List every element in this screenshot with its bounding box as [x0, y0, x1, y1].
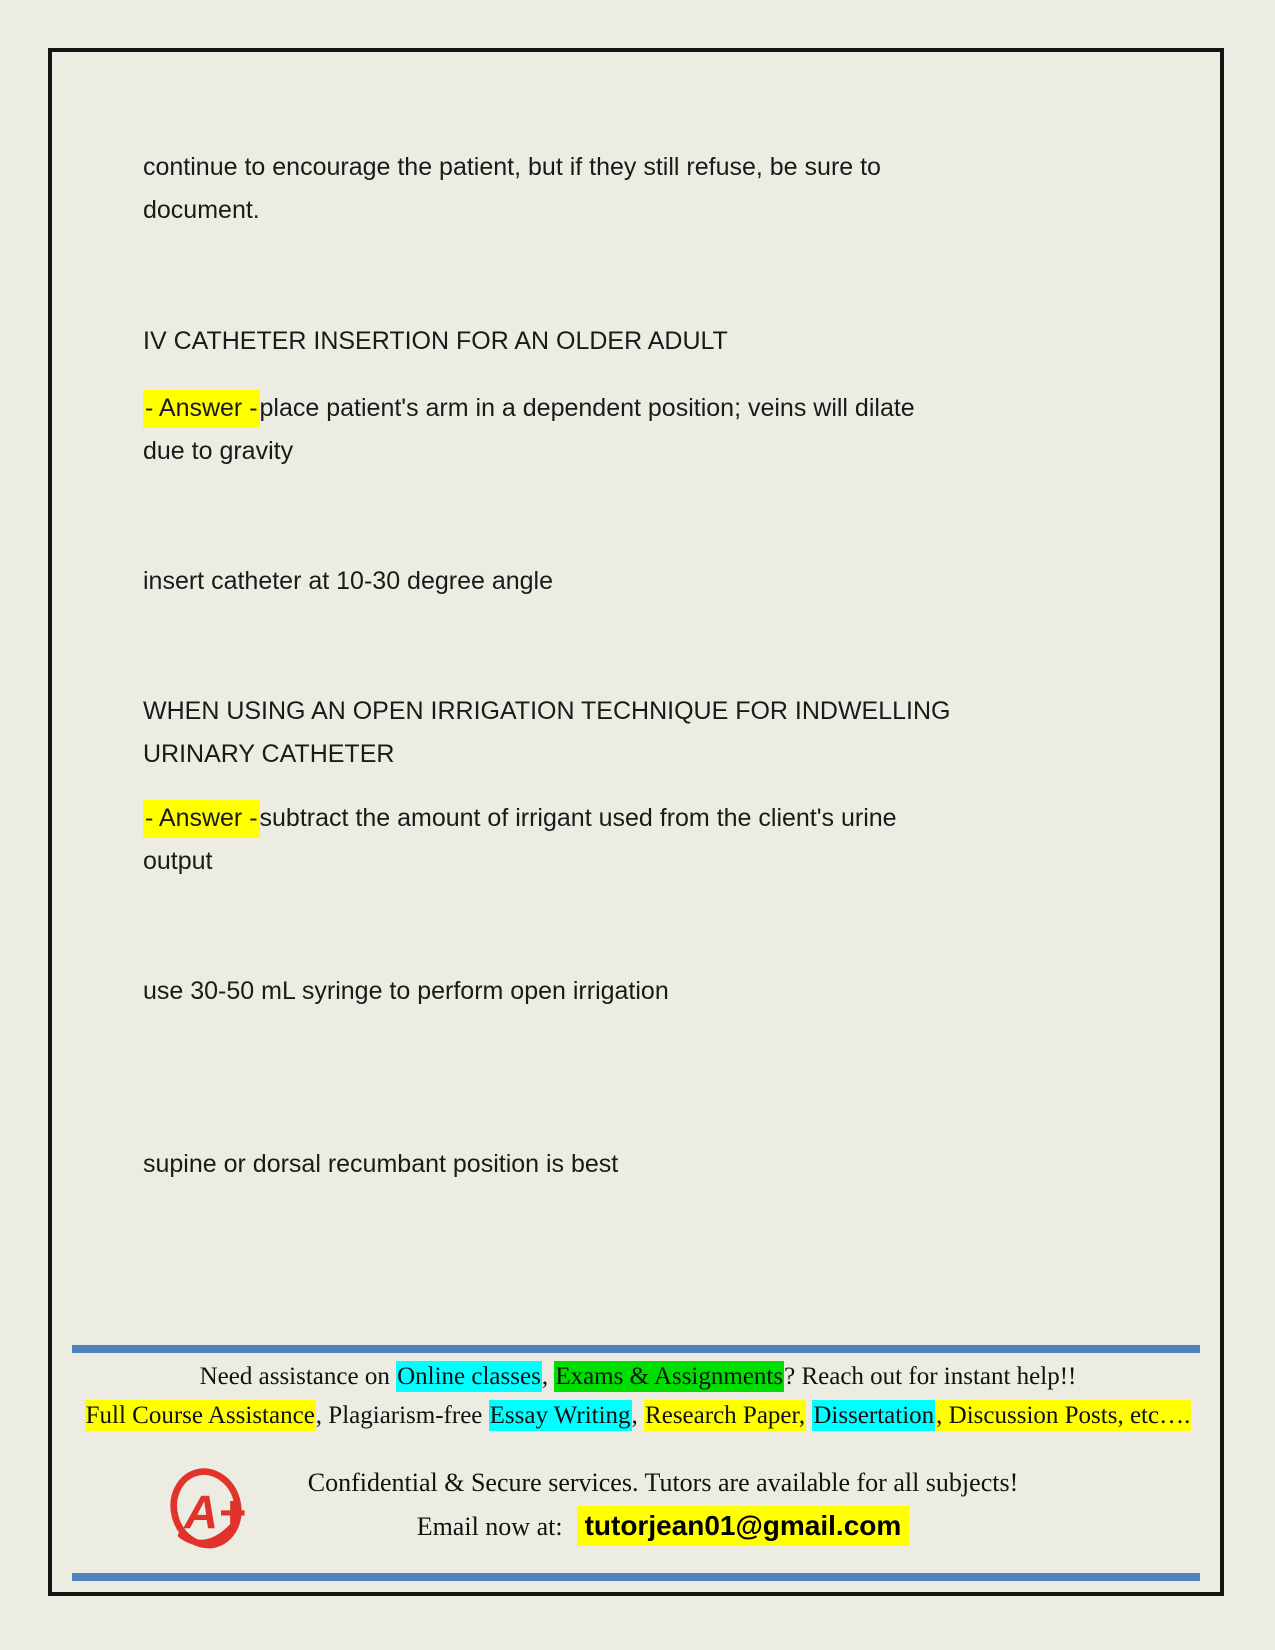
answer-highlight: - Answer - — [143, 390, 260, 428]
answer-text: subtract the amount of irrigant used from the client's urine — [259, 804, 897, 832]
footer-services-list-line — [60, 1399, 1216, 1433]
answer-line — [143, 387, 915, 430]
answer-text: place patient's arm in a dependent position; veins will dilate — [259, 394, 915, 422]
paragraph-line: use 30-50 mL syringe to perform open irrigation — [143, 977, 669, 1005]
footer-highlight-cyan: Dissertation — [813, 1402, 935, 1429]
paragraph-line: document. — [143, 196, 260, 224]
heading-open-irrigation — [143, 690, 950, 776]
heading-line: URINARY CATHETER — [143, 740, 395, 768]
footer-top-rule — [72, 1345, 1200, 1353]
heading-line: WHEN USING AN OPEN IRRIGATION TECHNIQUE FOR INDWELLING — [143, 697, 951, 725]
paragraph-supine — [143, 1143, 618, 1186]
footer-highlight-green: Exams & Assignments — [555, 1363, 784, 1390]
answer-line: due to gravity — [143, 437, 294, 465]
footer-assistance-line — [60, 1360, 1216, 1394]
paragraph-line: insert catheter at 10-30 degree angle — [143, 567, 553, 595]
email-address: tutorjean01@gmail.com — [577, 1506, 910, 1546]
paragraph-insert-catheter — [143, 560, 553, 603]
heading-iv-catheter — [143, 320, 728, 363]
footer-highlight-cyan: Online classes — [397, 1363, 541, 1390]
heading-line: IV CATHETER INSERTION FOR AN OLDER ADULT — [143, 327, 728, 355]
answer-open-irrigation — [143, 797, 897, 883]
footer-confidential-text: Confidential & Secure services. Tutors are available for all subjects! — [307, 1468, 1019, 1497]
footer-highlight-yellow: Research Paper, — [645, 1402, 806, 1429]
footer-text-segment: , — [541, 1363, 555, 1390]
paragraph-line: supine or dorsal recumbant position is best — [143, 1150, 619, 1178]
paragraph-refuse-document — [143, 146, 881, 232]
answer-line: output — [143, 847, 213, 875]
footer-highlight-yellow: , Discussion Posts, etc…. — [936, 1402, 1191, 1429]
footer-bottom-rule — [72, 1573, 1200, 1581]
footer-highlight-yellow: Full Course Assistance — [85, 1402, 315, 1429]
answer-line — [143, 797, 897, 840]
email-label: Email now at: — [416, 1512, 563, 1541]
answer-highlight: - Answer - — [143, 800, 260, 838]
footer-text-segment: , Plagiarism-free — [315, 1402, 489, 1429]
footer-text-segment: , — [631, 1402, 645, 1429]
footer-text-segment: ? Reach out for instant help!! — [784, 1363, 1077, 1390]
footer-email-line — [143, 1506, 1183, 1546]
answer-iv-catheter — [143, 387, 915, 473]
footer-confidential-line — [143, 1468, 1183, 1498]
footer-text-segment: Need assistance on — [199, 1363, 397, 1390]
paragraph-syringe — [143, 970, 669, 1013]
footer-highlight-cyan: Essay Writing — [489, 1402, 631, 1429]
a-plus-logo-text: A+ — [184, 1485, 246, 1539]
paragraph-line: continue to encourage the patient, but if they still refuse, be sure to — [143, 153, 881, 181]
